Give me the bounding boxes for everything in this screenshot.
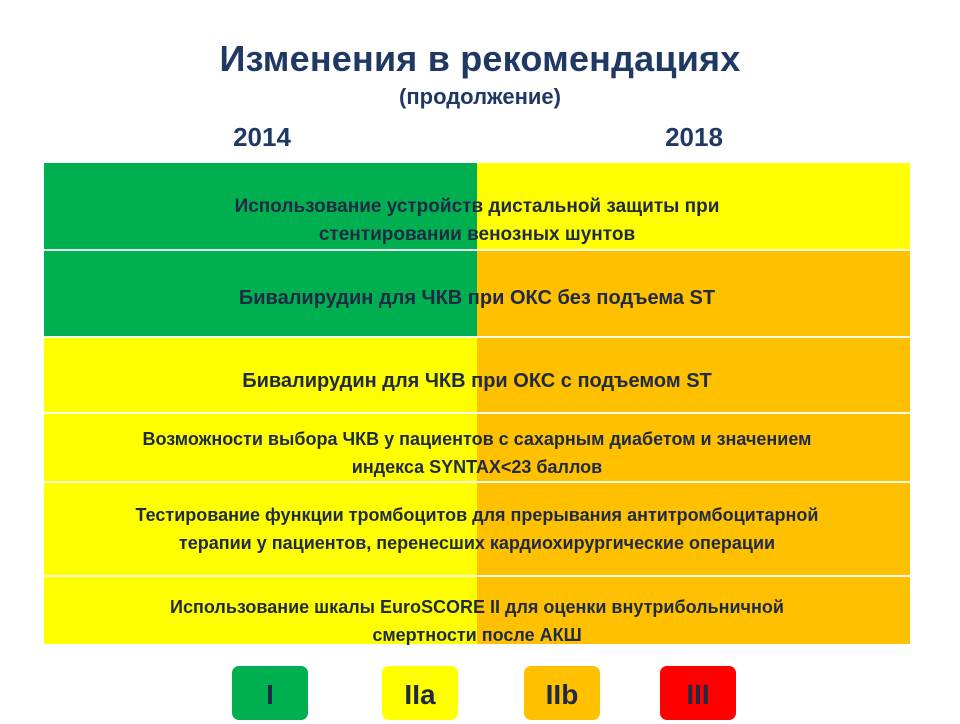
row-divider: [44, 481, 910, 483]
row-text-line: смертности после АКШ: [372, 625, 582, 645]
legend-class-iib: IIb: [524, 666, 600, 720]
page-title: Изменения в рекомендациях: [219, 38, 741, 79]
page-subtitle: (продолжение): [399, 84, 561, 109]
row-divider: [44, 249, 910, 251]
recommendations-table: [44, 163, 910, 644]
year-2018-header: 2018: [665, 122, 723, 152]
row-text-overlay: [44, 593, 910, 649]
row-text-line: Бивалирудин для ЧКВ при ОКС с подъемом ST: [242, 370, 712, 392]
row-divider: [44, 575, 910, 577]
row-text-line: Тестирование функции тромбоцитов для прерывания антитромбоцитарной: [135, 505, 819, 525]
row-text-overlay: [44, 501, 910, 557]
legend-class-i: I: [232, 666, 308, 720]
year-2014-header: 2014: [233, 122, 291, 152]
row-text-line: стентировании венозных шунтов: [318, 224, 636, 245]
row-text-overlay: [44, 193, 910, 249]
legend-class-iia: IIa: [382, 666, 458, 720]
row-text-overlay: [44, 284, 910, 312]
row-text-overlay: [44, 425, 910, 481]
row-divider: [44, 336, 910, 338]
row-text-overlay: [44, 367, 910, 395]
row-divider: [44, 412, 910, 414]
row-text-line: Использование шкалы EuroSCORE II для оценки внутрибольничной: [170, 597, 784, 617]
legend-class-iii: III: [660, 666, 736, 720]
row-text-line: Использование устройств дистальной защиты при: [234, 196, 720, 217]
row-text-line: Бивалирудин для ЧКВ при ОКС без подъема ST: [238, 287, 716, 309]
row-text-line: индекса SYNTAX<23 баллов: [351, 457, 603, 477]
row-text-line: Возможности выбора ЧКВ у пациентов с сахарным диабетом и значением: [142, 429, 812, 449]
row-text-line: терапии у пациентов, перенесших кардиохирургические операции: [178, 533, 776, 553]
